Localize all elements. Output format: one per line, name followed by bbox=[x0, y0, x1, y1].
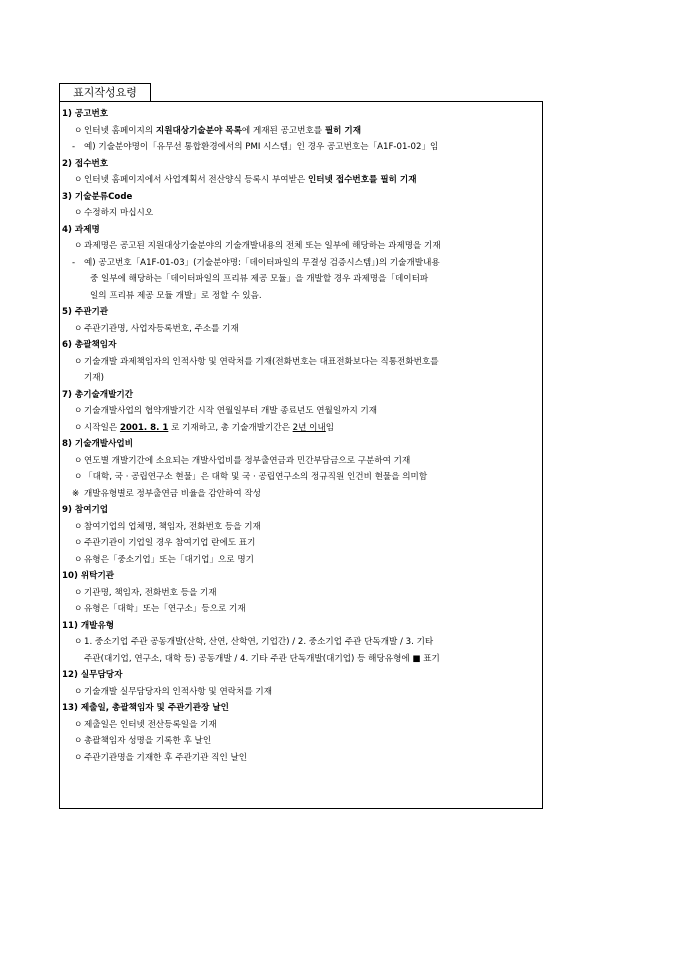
section-heading: 6) 총괄책임자 bbox=[62, 340, 117, 350]
instruction-line bbox=[62, 321, 536, 338]
section-3 bbox=[62, 189, 536, 222]
text-run: 기재) bbox=[84, 373, 104, 383]
bullet-marker: ㅇ bbox=[74, 554, 83, 565]
text-run: 임 bbox=[325, 422, 335, 433]
text-run: 연도별 개발기간에 소요되는 개발사업비를 정부출연금과 민간부담금으로 구분하여 기재 bbox=[84, 455, 411, 466]
bullet-marker: ㅇ bbox=[74, 356, 83, 367]
text-run: 총괄책임자 성명을 기록한 후 날인 bbox=[84, 736, 212, 746]
instruction-line bbox=[62, 354, 536, 371]
text-run: 중 일부에 해당하는「데이터파일의 프리뷰 제공 모듈」을 개발할 경우 과제명을「데이터파 bbox=[90, 274, 429, 284]
text-run: 기술개발사업의 협약개발기간 시작 연월일부터 개발 종료년도 연월일까지 기재 bbox=[84, 406, 378, 416]
bullet-marker: ㅇ bbox=[74, 455, 83, 466]
instruction-line bbox=[62, 255, 536, 272]
text-run: 일의 프리뷰 제공 모듈 개발」로 정할 수 있음. bbox=[90, 290, 262, 301]
instruction-line bbox=[62, 750, 536, 767]
text-run: 2년 이내 bbox=[292, 422, 326, 433]
text-run: 과제명은 공고된 지원대상기술분야의 기술개발내용의 전체 또는 일부에 해당하는 과제명을 기재 bbox=[84, 241, 441, 251]
bullet-marker: ㅇ bbox=[74, 752, 83, 763]
section-8 bbox=[62, 436, 536, 502]
section-13 bbox=[62, 700, 536, 766]
text-run: 주관기관이 기업일 경우 참여기업 란에도 표기 bbox=[84, 538, 256, 548]
section-heading: 7) 총기술개발기간 bbox=[62, 389, 134, 400]
instruction-line bbox=[62, 634, 536, 651]
text-run: 인터넷 접수번호를 필히 기재 bbox=[307, 175, 417, 185]
section-heading: 13) 제출일, 총괄책임자 및 주관기관장 날인 bbox=[62, 703, 229, 713]
bullet-marker: ㅇ bbox=[74, 323, 83, 334]
instruction-line bbox=[62, 717, 536, 734]
section-heading: 11) 개발유형 bbox=[62, 620, 115, 631]
text-run: 로 기재하고, 총 기술개발기간은 bbox=[168, 422, 293, 433]
instruction-line bbox=[62, 552, 536, 569]
section-5 bbox=[62, 304, 536, 337]
bullet-marker: ㅇ bbox=[74, 604, 83, 614]
section-heading: 9) 참여기업 bbox=[62, 505, 109, 515]
text-run: 참여기업의 업체명, 책임자, 전화번호 등을 기재 bbox=[84, 521, 261, 532]
instruction-line bbox=[62, 139, 536, 156]
bullet-marker: ㅇ bbox=[74, 406, 83, 416]
note-marker: ※ bbox=[72, 488, 80, 499]
text-run: 예) 공고번호「A1F-01-03」(기술분야명:「데이터파일의 무결성 검증시스템」)의 기술개발내용 bbox=[84, 257, 440, 268]
instruction-line bbox=[62, 585, 536, 602]
section-heading: 8) 기술개발사업비 bbox=[62, 439, 134, 449]
bullet-marker: ㅇ bbox=[74, 241, 83, 251]
section-10 bbox=[62, 568, 536, 618]
section-9 bbox=[62, 502, 536, 568]
text-run: 주관(대기업, 연구소, 대학 등) 공동개발 / 4. 기타 주관 단독개발(대기업) 등 해당유형에 ■ 표기 bbox=[84, 653, 440, 664]
section-11 bbox=[62, 618, 536, 668]
text-run: 기술개발 과제책임자의 인적사항 및 연락처를 기재(전화번호는 대표전화보다는 직통전화번호를 bbox=[84, 356, 439, 367]
bullet-marker: ㅇ bbox=[74, 736, 83, 746]
dash-marker: - bbox=[72, 257, 76, 268]
text-run: 인터넷 홈페이지에서 사업계획서 전산양식 등록시 부여받은 bbox=[84, 175, 308, 185]
section-heading: 5) 주관기관 bbox=[62, 307, 109, 317]
instruction-line bbox=[62, 420, 536, 437]
instruction-line bbox=[62, 238, 536, 255]
section-heading: 1) 공고번호 bbox=[62, 109, 109, 119]
section-heading: 4) 과제명 bbox=[62, 224, 100, 235]
bullet-marker: ㅇ bbox=[74, 521, 83, 532]
text-run: 필히 기재 bbox=[324, 125, 362, 136]
bullet-marker: ㅇ bbox=[74, 422, 83, 433]
instruction-line bbox=[62, 519, 536, 536]
bullet-marker: ㅇ bbox=[74, 719, 83, 730]
instruction-line bbox=[62, 601, 536, 618]
text-run: 2001. 8. 1 bbox=[119, 422, 169, 433]
instruction-line bbox=[62, 453, 536, 470]
instruction-line bbox=[62, 469, 536, 486]
text-run: 주관기관명, 사업자등록번호, 주소를 기재 bbox=[84, 323, 239, 334]
section-7 bbox=[62, 387, 536, 437]
instruction-line bbox=[62, 684, 536, 701]
bullet-marker: ㅇ bbox=[74, 637, 83, 647]
bullet-marker: ㅇ bbox=[74, 175, 83, 185]
text-run: 기술개발 실무담당자의 인적사항 및 연락처를 기재 bbox=[84, 686, 272, 697]
text-run: 제출일은 인터넷 전산등록일을 기재 bbox=[84, 719, 217, 730]
text-run: 유형은「중소기업」또는「대기업」으로 명기 bbox=[84, 554, 254, 565]
section-2 bbox=[62, 156, 536, 189]
instruction-line bbox=[62, 205, 536, 222]
text-run: 예) 기술분야명이「유무선 통합환경에서의 PMI 시스템」인 경우 공고번호는「A1F-01-02」임 bbox=[84, 142, 439, 152]
instruction-line bbox=[62, 535, 536, 552]
instruction-line bbox=[62, 271, 536, 288]
text-run: 에 게재된 공고번호를 bbox=[241, 125, 325, 136]
instruction-line bbox=[62, 486, 536, 503]
section-4 bbox=[62, 222, 536, 305]
text-run: 시작일은 bbox=[84, 422, 120, 433]
text-run: 유형은「대학」또는「연구소」등으로 기재 bbox=[84, 604, 246, 614]
text-run: 기관명, 책임자, 전화번호 등을 기재 bbox=[84, 587, 217, 598]
text-run: 개발유형별로 정부출연금 비율을 감안하여 작성 bbox=[84, 488, 261, 499]
section-heading: 2) 접수번호 bbox=[62, 158, 109, 169]
section-heading: 10) 위탁기관 bbox=[62, 571, 115, 581]
section-heading: 3) 기술분류Code bbox=[62, 191, 133, 202]
bullet-marker: ㅇ bbox=[74, 587, 83, 598]
form-tab-label: 표지작성요령 bbox=[59, 83, 151, 102]
instruction-line bbox=[62, 651, 536, 668]
section-heading: 12) 실무담당자 bbox=[62, 670, 123, 680]
bullet-marker: ㅇ bbox=[74, 208, 83, 218]
instruction-line bbox=[62, 288, 536, 305]
instruction-line bbox=[62, 172, 536, 189]
bullet-marker: ㅇ bbox=[74, 538, 83, 548]
bullet-marker: ㅇ bbox=[74, 686, 83, 697]
instruction-line bbox=[62, 733, 536, 750]
text-run: 지원대상기술분야 목록 bbox=[155, 125, 242, 136]
text-run: 「대학, 국 · 공립연구소 현물」은 대학 및 국 · 공립연구소의 정규직원 인건비 현물을 의미함 bbox=[84, 472, 428, 482]
instructions-box bbox=[59, 101, 543, 809]
dash-marker: - bbox=[72, 142, 76, 152]
section-6 bbox=[62, 337, 536, 387]
bullet-marker: ㅇ bbox=[74, 472, 83, 482]
instruction-line bbox=[62, 123, 536, 140]
text-run: 1. 중소기업 주관 공동개발(산학, 산연, 산학연, 기업간) / 2. 중소기업 주관 단독개발 / 3. 기타 bbox=[84, 637, 434, 647]
instruction-line bbox=[62, 403, 536, 420]
text-run: 주관기관명을 기재한 후 주관기관 직인 날인 bbox=[84, 752, 248, 763]
bullet-marker: ㅇ bbox=[74, 125, 83, 136]
instruction-line bbox=[62, 370, 536, 387]
section-1 bbox=[62, 106, 536, 156]
section-12 bbox=[62, 667, 536, 700]
text-run: 인터넷 홈페이지의 bbox=[84, 125, 156, 136]
text-run: 수정하지 마십시오 bbox=[84, 208, 154, 218]
